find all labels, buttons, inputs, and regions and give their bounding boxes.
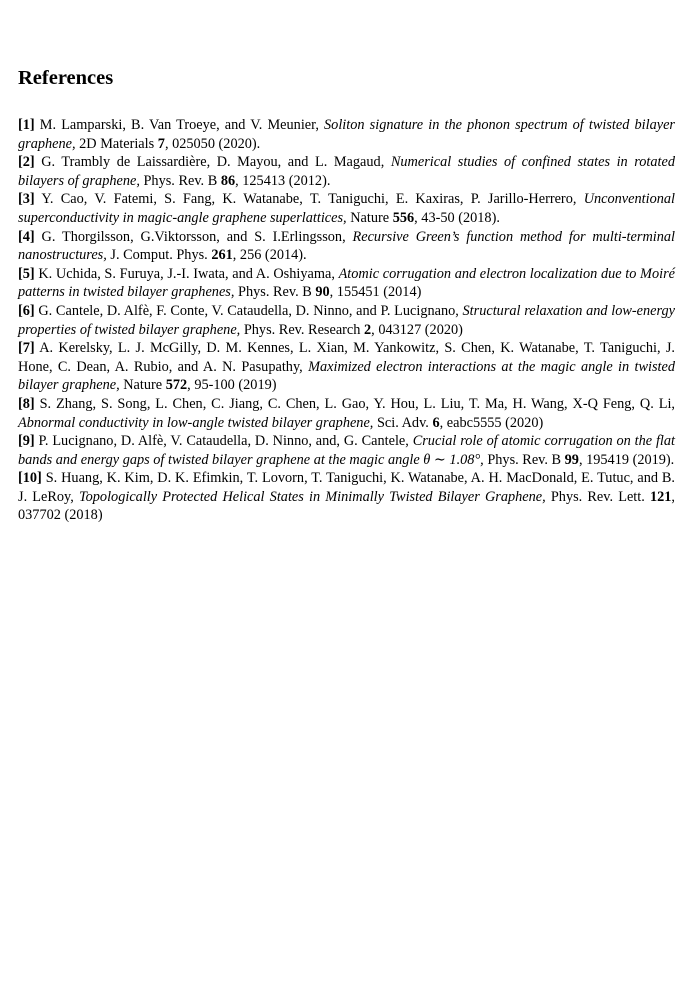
reference-volume: 86: [220, 172, 236, 189]
reference-item: [18, 395, 675, 432]
reference-journal: J. Comput. Phys.: [110, 247, 208, 264]
reference-authors: K. Uchida, S. Furuya, J.-I. Iwata, and A. Oshiyama,: [38, 265, 335, 282]
reference-title: Topologically Protected Helical States in Minimally Twisted Bilayer Graphene,: [79, 488, 546, 505]
reference-authors: G. Thorgilsson, G.Viktorsson, and S. I.Erlingsson,: [41, 228, 346, 245]
reference-item: [18, 153, 675, 190]
reference-volume: 6: [432, 414, 440, 431]
reference-number: [10]: [18, 470, 42, 487]
reference-authors: S. Zhang, S. Song, L. Chen, C. Jiang, C. Chen, L. Gao, Y. Hou, L. Liu, T. Ma, H. Wang, X-Q Feng, Q. Li,: [39, 395, 675, 412]
reference-list: [18, 116, 675, 525]
reference-number: [8]: [18, 395, 35, 412]
reference-journal: Phys. Rev. Research: [243, 321, 361, 338]
reference-number: [3]: [18, 191, 35, 208]
reference-volume: 121: [649, 488, 672, 505]
reference-pages-year: , 43-50 (2018).: [414, 209, 500, 226]
reference-number: [9]: [18, 433, 35, 450]
reference-volume: 572: [165, 377, 188, 394]
reference-journal: Phys. Rev. B: [143, 172, 218, 189]
reference-volume: 261: [211, 247, 233, 264]
reference-number: [4]: [18, 228, 35, 245]
reference-journal: Phys. Rev. B: [238, 284, 312, 301]
reference-journal: Phys. Rev. B: [487, 451, 562, 468]
reference-volume: 99: [564, 451, 579, 468]
reference-journal: Nature: [350, 209, 390, 226]
reference-pages-year: , eabc5555 (2020): [439, 414, 544, 431]
reference-title: Crucial role of atomic corrugation on the flat bands and energy gaps of twisted bilayer graphene at the magic angle θ ∼ 1.08°,: [18, 433, 676, 468]
reference-volume: 2: [364, 321, 372, 338]
reference-pages-year: , 043127 (2020): [371, 321, 463, 338]
reference-number: [2]: [18, 154, 35, 171]
reference-number: [1]: [18, 117, 35, 133]
reference-item: [18, 265, 675, 302]
reference-item: [18, 432, 675, 469]
reference-item: [18, 302, 675, 339]
reference-authors: M. Lamparski, B. Van Troeye, and V. Meunier,: [39, 117, 319, 133]
reference-pages-year: , 125413 (2012).: [235, 172, 331, 189]
reference-pages-year: , 256 (2014).: [232, 247, 307, 264]
reference-journal: 2D Materials: [79, 135, 155, 152]
reference-authors: G. Trambly de Laissardière, D. Mayou, and L. Magaud,: [41, 154, 385, 171]
reference-number: [6]: [18, 302, 35, 319]
reference-title: Unconventional superconductivity in magic-angle graphene superlattices,: [18, 191, 676, 226]
reference-pages-year: , 025050 (2020).: [164, 135, 261, 152]
reference-title: Numerical studies of confined states in rotated bilayers of graphene,: [18, 154, 676, 189]
reference-pages-year: , 95-100 (2019): [187, 377, 277, 394]
reference-number: [5]: [18, 265, 35, 282]
reference-item: [18, 469, 675, 525]
reference-title: Soliton signature in the phonon spectrum of twisted bilayer graphene,: [18, 117, 676, 152]
reference-volume: 90: [315, 284, 330, 301]
reference-journal: Nature: [123, 377, 163, 394]
reference-journal: Phys. Rev. Lett.: [550, 488, 645, 505]
reference-title: Abnormal conductivity in low-angle twisted bilayer graphene,: [18, 414, 374, 431]
reference-title: Recursive Green’s function method for multi-terminal nanostructures,: [18, 228, 676, 264]
reference-volume: 556: [392, 209, 415, 226]
reference-item: [18, 228, 675, 265]
reference-pages-year: , 195419 (2019).: [578, 451, 675, 468]
reference-authors: P. Lucignano, D. Alfè, V. Cataudella, D. Ninno, and, G. Cantele,: [38, 433, 409, 450]
reference-pages-year: , 037702 (2018): [18, 488, 675, 524]
reference-authors: G. Cantele, D. Alfè, F. Conte, V. Cataudella, D. Ninno, and P. Lucignano,: [38, 302, 459, 319]
reference-journal: Sci. Adv.: [376, 414, 429, 431]
reference-item: [18, 116, 675, 153]
reference-item: [18, 339, 675, 395]
reference-title: Structural relaxation and low-energy properties of twisted bilayer graphene,: [18, 302, 676, 338]
reference-title: Maximized electron interactions at the magic angle in twisted bilayer graphene,: [18, 358, 676, 394]
reference-authors: S. Huang, K. Kim, D. K. Efimkin, T. Lovorn, T. Taniguchi, K. Watanabe, A. H. MacDonald, E. Tutuc, and B. J. LeRoy,: [18, 470, 675, 505]
reference-title: Atomic corrugation and electron localization due to Moiré patterns in twisted bilayer graphenes,: [18, 265, 676, 301]
reference-authors: Y. Cao, V. Fatemi, S. Fang, K. Watanabe, T. Taniguchi, E. Kaxiras, P. Jarillo-Herrero,: [41, 191, 577, 208]
reference-authors: A. Kerelsky, L. J. McGilly, D. M. Kennes, L. Xian, M. Yankowitz, S. Chen, K. Watanabe, T. Taniguchi, J. Hone, C. Dean, A. Rubio, and A. N. Pasupathy,: [18, 340, 675, 375]
references-heading: References: [18, 67, 114, 89]
reference-volume: 7: [157, 135, 165, 152]
reference-item: [18, 190, 675, 227]
reference-pages-year: , 155451 (2014): [329, 284, 422, 301]
reference-number: [7]: [18, 340, 35, 357]
